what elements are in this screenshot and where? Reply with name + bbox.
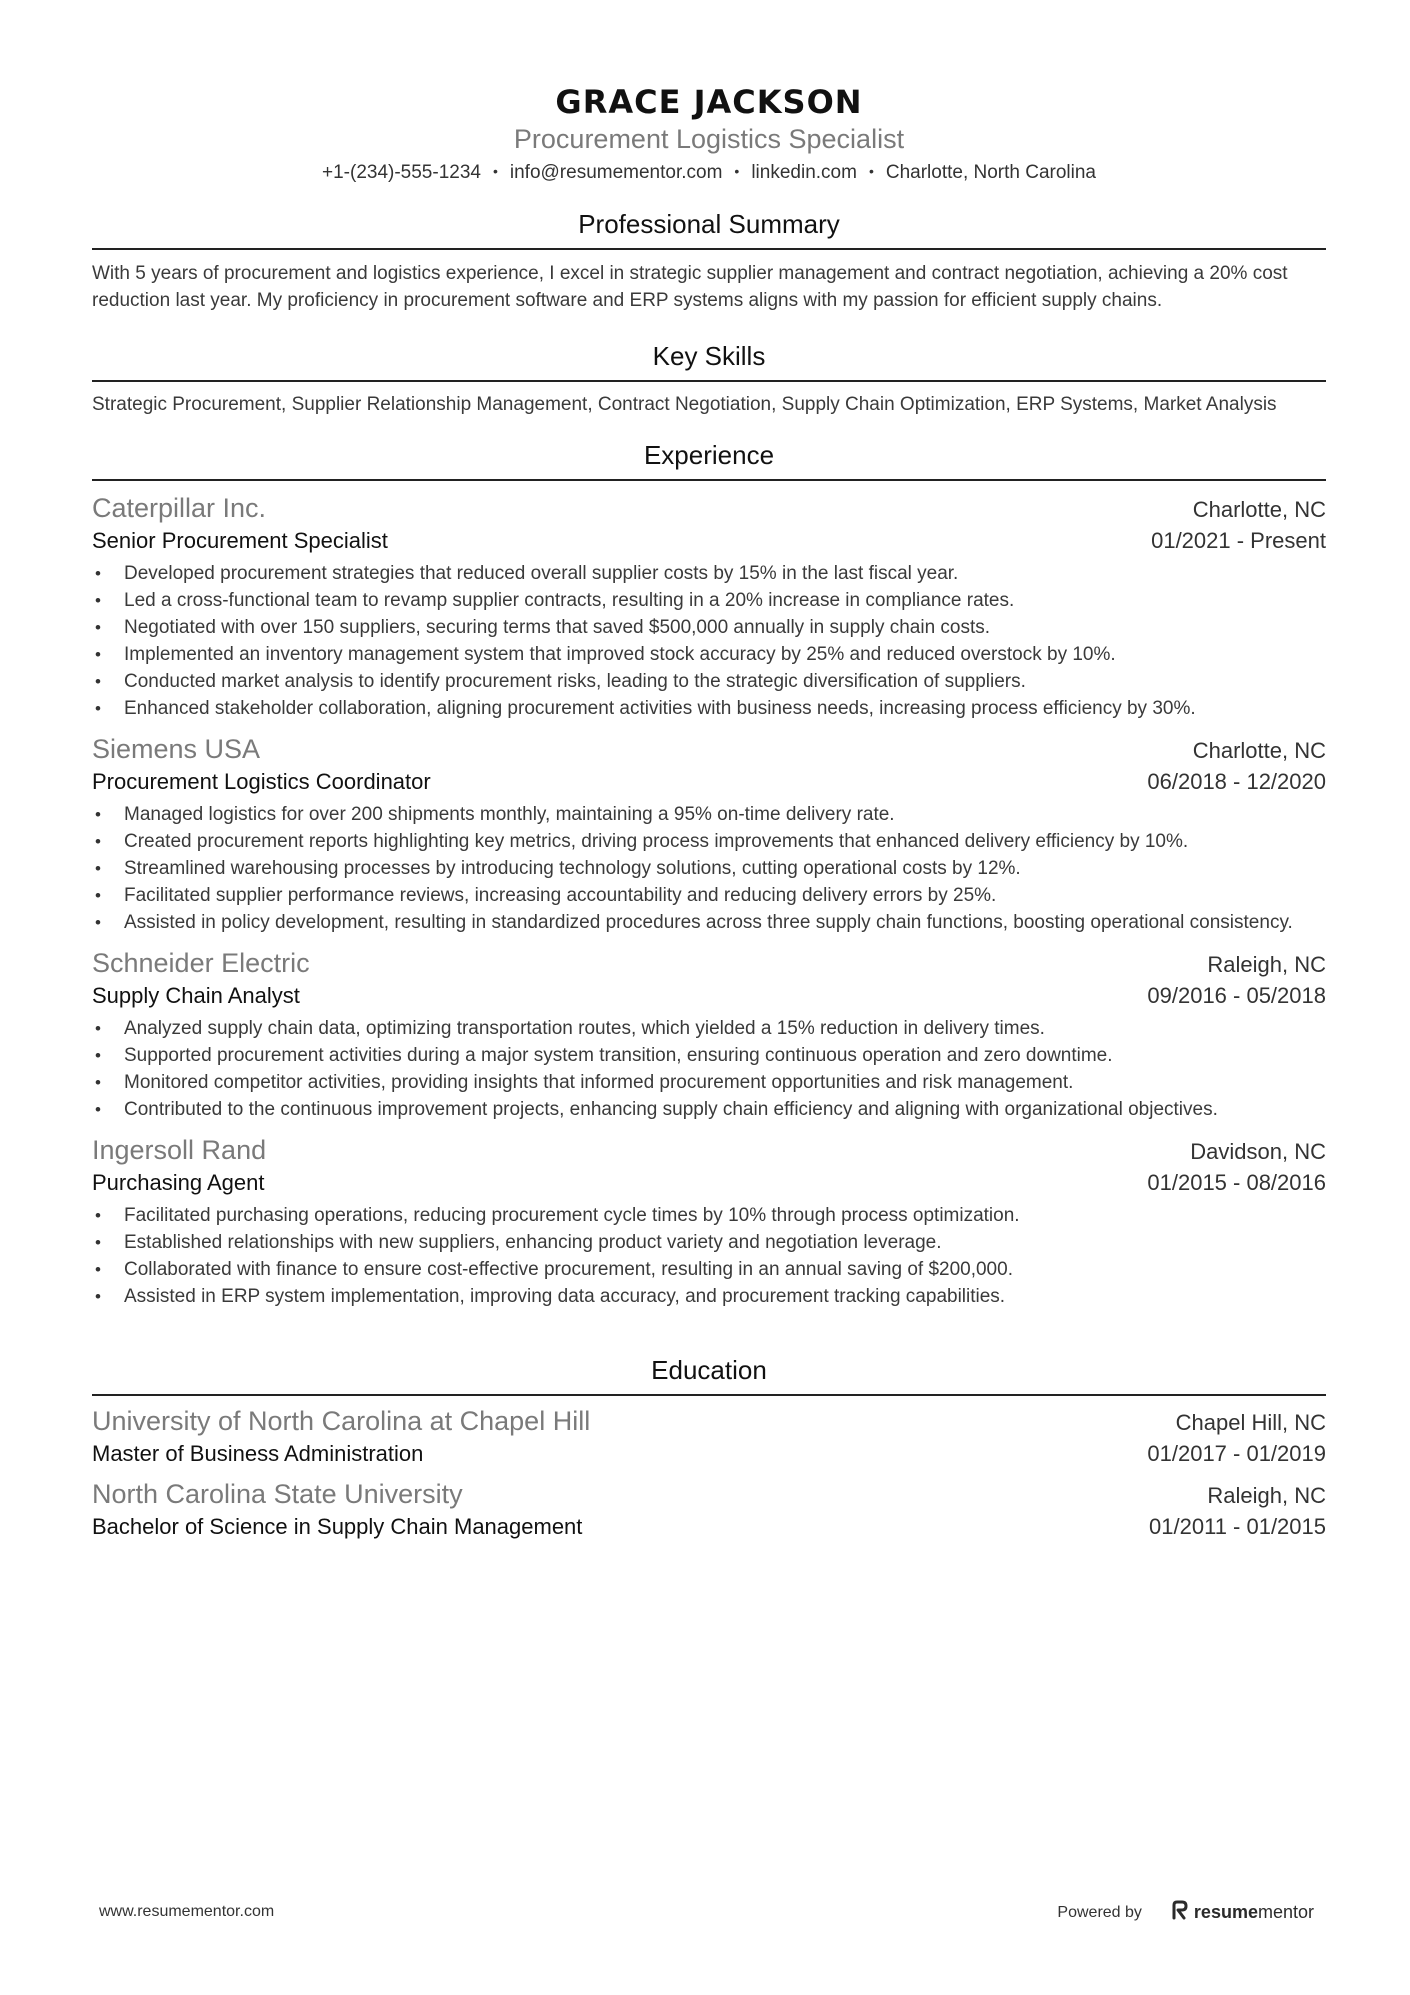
job-company: Caterpillar Inc.	[92, 493, 267, 523]
job-company: Siemens USA	[92, 734, 261, 764]
job-location: Charlotte, NC	[1192, 497, 1326, 522]
job-bullet: • Assisted in policy development, resulting in standardized procedures across three supply chain functions, boosting operational consistency.	[92, 909, 1326, 936]
school-dates: 01/2011 - 01/2015	[1149, 1514, 1326, 1539]
job-company: Ingersoll Rand	[92, 1135, 267, 1165]
footer-website-link[interactable]: www.resumementor.com	[99, 1903, 275, 1920]
job-bullet: • Analyzed supply chain data, optimizing transportation routes, which yielded a 15% reduction in delivery times.	[92, 1015, 1326, 1042]
degree: Bachelor of Science in Supply Chain Management	[92, 1514, 583, 1539]
education-section	[92, 1354, 1326, 1542]
skills-text: Strategic Procurement, Supplier Relationship Management, Contract Negotiation, Supply Chain Optimization, ERP Systems, Market Analysis	[92, 394, 1277, 415]
education-entry	[92, 1477, 1326, 1542]
experience-section	[92, 439, 1326, 1310]
experience-heading: Experience	[92, 439, 1326, 481]
school-name: University of North Carolina at Chapel Hill	[92, 1406, 591, 1436]
job-bullet: • Conducted market analysis to identify procurement risks, leading to the strategic diversification of suppliers.	[92, 668, 1326, 695]
job-entry	[92, 491, 1326, 722]
school-location: Raleigh, NC	[1207, 1483, 1326, 1508]
contact-location: Charlotte, North Carolina	[885, 162, 1096, 183]
job-bullet: • Developed procurement strategies that reduced overall supplier costs by 15% in the last fiscal year.	[92, 560, 1326, 587]
education-entry	[92, 1404, 1326, 1469]
brand-mark-icon	[1172, 1900, 1188, 1925]
contact-email[interactable]: info@resumementor.com	[509, 162, 723, 183]
job-location: Charlotte, NC	[1192, 738, 1326, 763]
school-name: North Carolina State University	[92, 1479, 463, 1509]
job-bullet: • Streamlined warehousing processes by introducing technology solutions, cutting operational costs by 12%.	[92, 855, 1326, 882]
job-bullets	[92, 1202, 1326, 1310]
job-bullet: • Contributed to the continuous improvement projects, enhancing supply chain efficiency and aligning with organizational objectives.	[92, 1096, 1326, 1123]
job-bullet: • Managed logistics for over 200 shipments monthly, maintaining a 95% on-time delivery rate.	[92, 801, 1326, 828]
job-role: Procurement Logistics Coordinator	[92, 769, 431, 794]
skills-section	[92, 340, 1326, 417]
job-bullet: • Led a cross-functional team to revamp supplier contracts, resulting in a 20% increase in compliance rates.	[92, 587, 1326, 614]
degree: Master of Business Administration	[92, 1441, 424, 1466]
job-dates: 09/2016 - 05/2018	[1147, 983, 1326, 1008]
brand-name-bold: resume	[1193, 1902, 1258, 1922]
job-bullet: • Monitored competitor activities, providing insights that informed procurement opportunities and risk management.	[92, 1069, 1326, 1096]
job-bullet: • Assisted in ERP system implementation, improving data accuracy, and procurement tracking capabilities.	[92, 1283, 1326, 1310]
brand-logo[interactable]	[1172, 1900, 1314, 1925]
job-bullet: • Enhanced stakeholder collaboration, aligning procurement activities with business needs, increasing process efficiency by 30%.	[92, 695, 1326, 722]
job-bullets	[92, 1015, 1326, 1123]
skills-heading: Key Skills	[92, 340, 1326, 382]
brand-name-light: mentor	[1257, 1902, 1314, 1922]
contact-linkedin[interactable]: linkedin.com	[751, 162, 857, 183]
candidate-name: GRACE JACKSON	[555, 83, 863, 121]
summary-section	[92, 208, 1326, 314]
job-role: Senior Procurement Specialist	[92, 528, 388, 553]
job-dates: 01/2015 - 08/2016	[1147, 1170, 1326, 1195]
resume-header	[92, 0, 1326, 187]
school-location: Chapel Hill, NC	[1175, 1410, 1326, 1435]
job-entry	[92, 1133, 1326, 1310]
education-heading: Education	[92, 1354, 1326, 1396]
candidate-title: Procurement Logistics Specialist	[513, 124, 905, 154]
job-entry	[92, 732, 1326, 936]
school-dates: 01/2017 - 01/2019	[1147, 1441, 1326, 1466]
job-company: Schneider Electric	[92, 948, 310, 978]
job-bullet: • Established relationships with new suppliers, enhancing product variety and negotiation leverage.	[92, 1229, 1326, 1256]
job-bullets	[92, 801, 1326, 936]
job-bullet: • Implemented an inventory management system that improved stock accuracy by 25% and reduced overstock by 10%.	[92, 641, 1326, 668]
contact-phone: +1-(234)-555-1234	[322, 162, 481, 183]
job-location: Davidson, NC	[1190, 1139, 1326, 1164]
powered-by-label: Powered by	[1057, 1903, 1142, 1921]
job-role: Purchasing Agent	[92, 1170, 265, 1195]
job-dates: 06/2018 - 12/2020	[1147, 769, 1326, 794]
bullet-separator: •	[868, 163, 874, 179]
job-entry	[92, 946, 1326, 1123]
job-bullet: • Facilitated supplier performance reviews, increasing accountability and reducing delivery errors by 25%.	[92, 882, 1326, 909]
job-bullet: • Created procurement reports highlighting key metrics, driving process improvements that enhanced delivery efficiency by 10%.	[92, 828, 1326, 855]
bullet-separator: •	[734, 163, 740, 179]
contact-line	[92, 157, 1326, 187]
resume-page	[92, 0, 1326, 1542]
bullet-separator: •	[492, 163, 498, 179]
job-dates: 01/2021 - Present	[1151, 528, 1326, 553]
job-role: Supply Chain Analyst	[92, 983, 300, 1008]
job-bullet: • Negotiated with over 150 suppliers, securing terms that saved $500,000 annually in supply chain costs.	[92, 614, 1326, 641]
job-location: Raleigh, NC	[1207, 952, 1326, 977]
job-bullet: • Collaborated with finance to ensure cost-effective procurement, resulting in an annual saving of $200,000.	[92, 1256, 1326, 1283]
job-bullets	[92, 560, 1326, 722]
job-bullet: • Supported procurement activities during a major system transition, ensuring continuous operation and zero downtime.	[92, 1042, 1326, 1069]
page-footer	[0, 1900, 1410, 1940]
summary-text: With 5 years of procurement and logistics experience, I excel in strategic supplier management and contract negotiation, achieving a 20% cost reduction last year. My proficiency in procurement software and ERP systems aligns with my passion for efficient supply chains.	[92, 263, 1288, 311]
job-bullet: • Facilitated purchasing operations, reducing procurement cycle times by 10% through process optimization.	[92, 1202, 1326, 1229]
footer-branding	[1057, 1900, 1314, 1925]
summary-heading: Professional Summary	[92, 208, 1326, 250]
